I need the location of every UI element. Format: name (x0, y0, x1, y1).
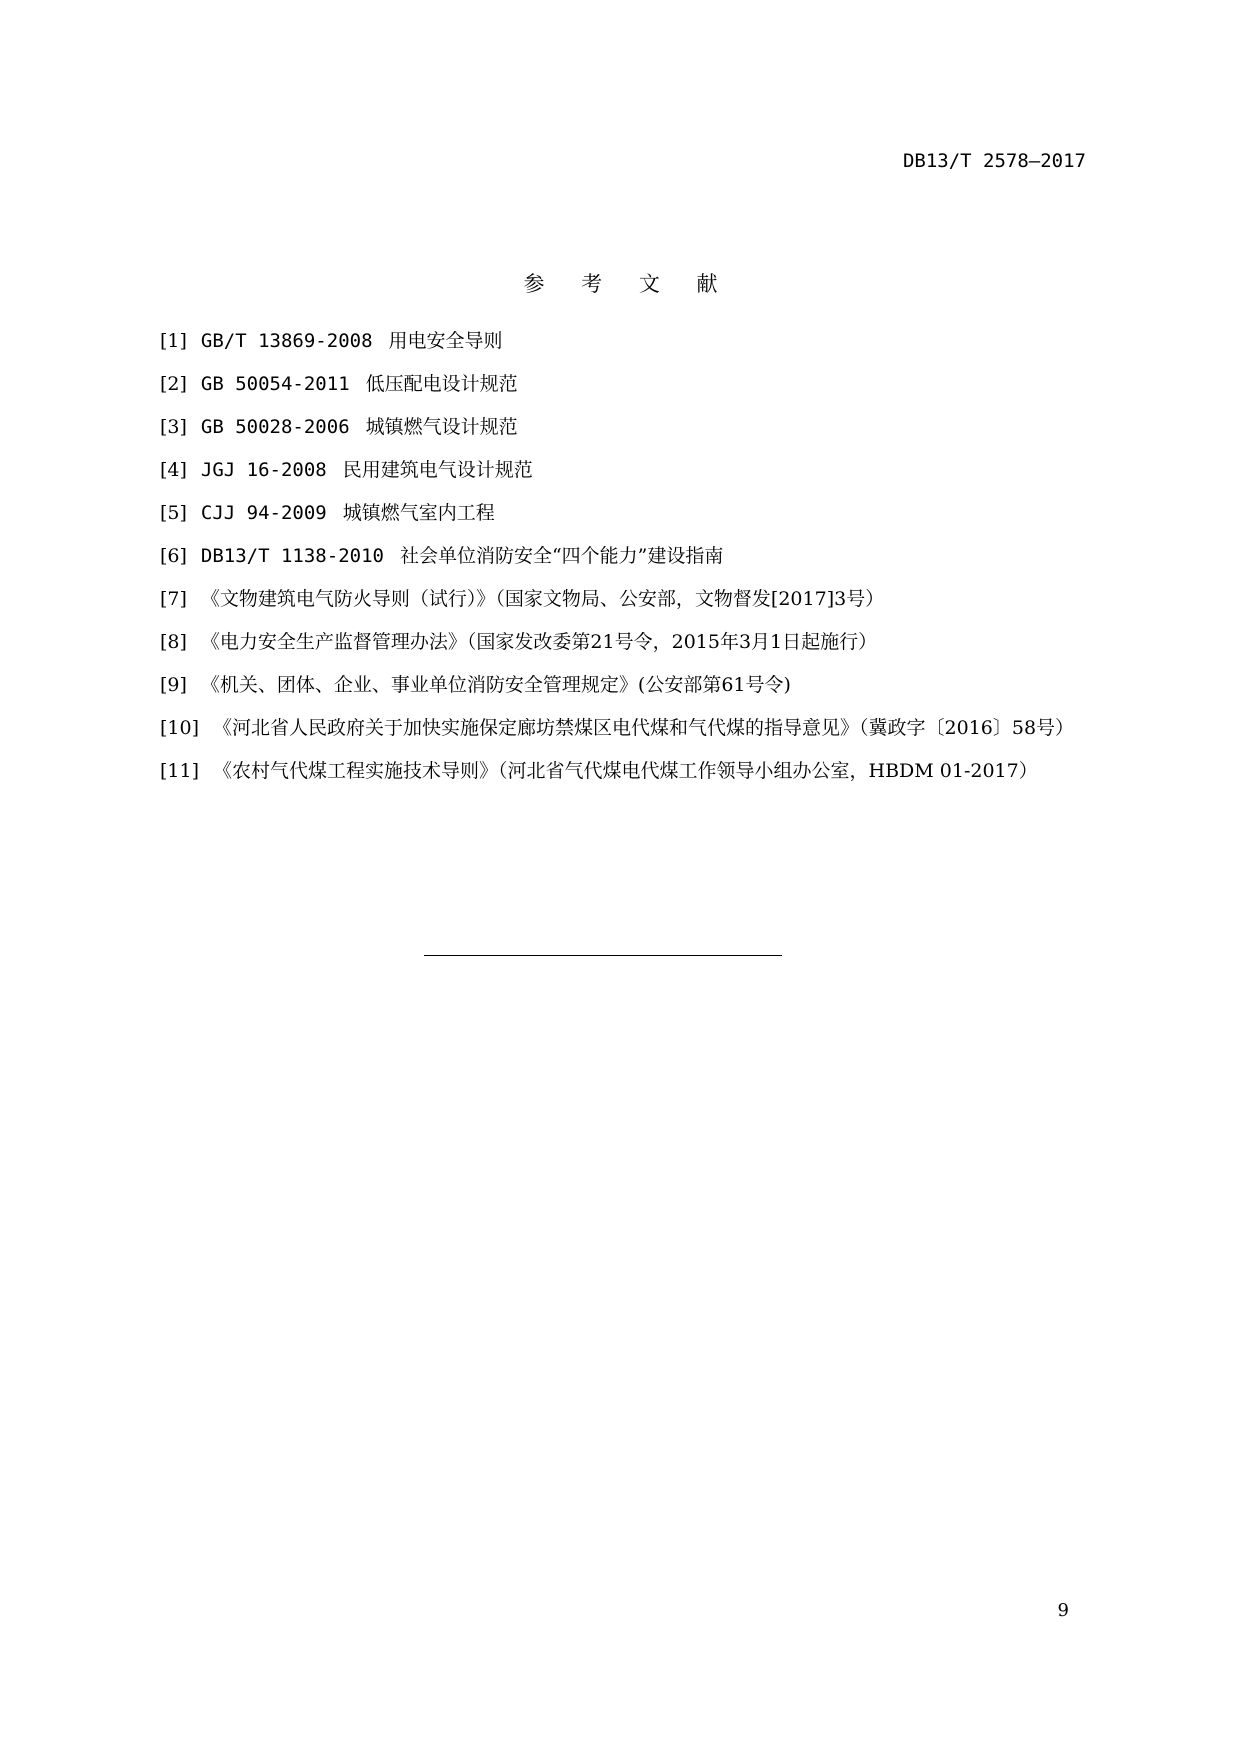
reference-code: GB 50028-2006 (200, 416, 350, 438)
reference-item-9 (160, 664, 1080, 707)
reference-item-7 (160, 578, 1080, 621)
reference-code: CJJ 94-2009 (200, 502, 327, 524)
reference-item-11 (160, 750, 1080, 793)
reference-item-10 (160, 707, 1080, 750)
reference-item-8 (160, 621, 1080, 664)
reference-number: [2] (160, 373, 187, 395)
reference-list (160, 320, 1080, 793)
reference-text: 《电力安全生产监督管理办法》（国家发改委第21号令，2015年3月1日起施行） (200, 631, 878, 653)
reference-number: [11] (160, 760, 200, 782)
reference-text: 《机关、团体、企业、事业单位消防安全管理规定》(公安部第61号令) (200, 674, 791, 696)
reference-item-2 (160, 363, 1080, 406)
reference-item-5 (160, 492, 1080, 535)
reference-code: JGJ 16-2008 (200, 459, 327, 481)
reference-text: 《文物建筑电气防火导则（试行）》（国家文物局、公安部，文物督发[2017]3号） (200, 588, 885, 610)
reference-text: 《河北省人民政府关于加快实施保定廊坊禁煤区电代煤和气代煤的指导意见》（冀政字〔2016〕58号） (213, 717, 1075, 739)
reference-number: [7] (160, 588, 187, 610)
reference-code: GB 50054-2011 (200, 373, 350, 395)
reference-text: 城镇燃气室内工程 (342, 502, 495, 524)
reference-item-3 (160, 406, 1080, 449)
reference-number: [10] (160, 717, 200, 739)
reference-text: 民用建筑电气设计规范 (342, 459, 533, 481)
reference-number: [6] (160, 545, 187, 567)
reference-number: [3] (160, 416, 187, 438)
reference-text: 社会单位消防安全“四个能力”建设指南 (399, 545, 724, 567)
reference-code: GB/T 13869-2008 (200, 330, 373, 352)
reference-text: 低压配电设计规范 (365, 373, 518, 395)
page-number: 9 (1057, 1600, 1069, 1621)
page-title: 参 考 文 献 (523, 272, 733, 296)
reference-number: [5] (160, 502, 187, 524)
reference-text: 《农村气代煤工程实施技术导则》（河北省气代煤电代煤工作领导小组办公室，HBDM 01-2017） (213, 760, 1038, 782)
reference-number: [1] (160, 330, 187, 352)
standard-code: DB13/T 2578—2017 (902, 150, 1086, 172)
reference-number: [4] (160, 459, 187, 481)
reference-item-4 (160, 449, 1080, 492)
end-divider (424, 955, 782, 956)
reference-item-6 (160, 535, 1080, 578)
reference-item-1 (160, 320, 1080, 363)
reference-text: 城镇燃气设计规范 (365, 416, 518, 438)
reference-number: [8] (160, 631, 187, 653)
reference-code: DB13/T 1138-2010 (200, 545, 384, 567)
reference-text: 用电安全导则 (388, 330, 503, 352)
reference-number: [9] (160, 674, 187, 696)
